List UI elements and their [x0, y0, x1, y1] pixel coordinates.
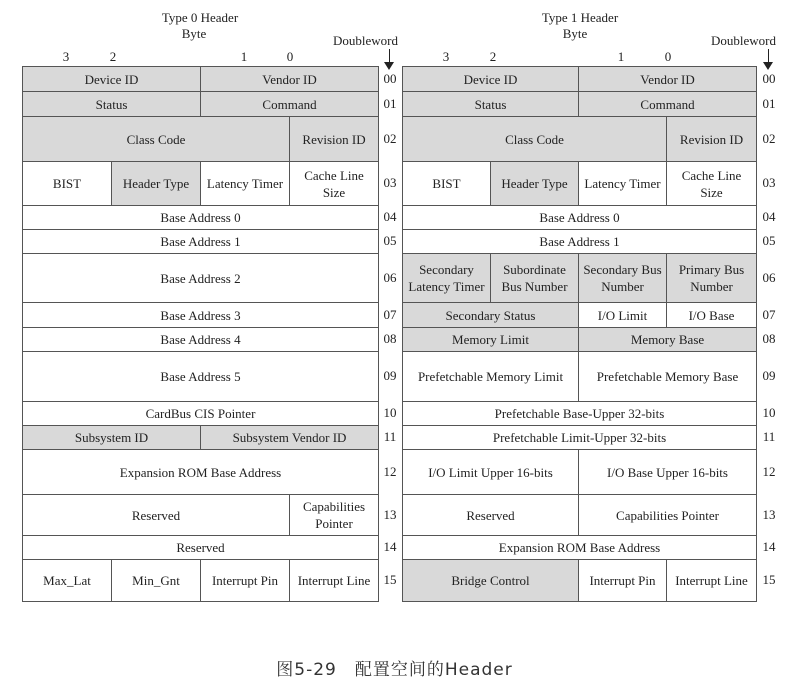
- type1-doubleword-number: 15: [762, 572, 776, 587]
- type1-register-field: I/O Base: [667, 303, 757, 328]
- type1-register-field: I/O Limit Upper 16-bits: [403, 450, 579, 495]
- type1-row-1: [403, 92, 757, 117]
- type1-register-field: Secondary Latency Timer: [403, 254, 491, 303]
- type1-register-field: Memory Limit: [403, 328, 579, 352]
- type1-doubleword-number: 11: [762, 429, 776, 444]
- type0-doubleword-number: 14: [383, 539, 397, 554]
- type0-row-8: [23, 328, 379, 352]
- type0-register-field: Reserved: [23, 536, 379, 560]
- type1-doubleword-number: 03: [762, 175, 776, 190]
- type0-register-field: Subsystem ID: [23, 426, 201, 450]
- type0-doubleword-number: 01: [383, 95, 397, 111]
- type1-doubleword-number: 02: [762, 130, 776, 146]
- type0-byte-index-3: 3: [62, 49, 70, 64]
- type1-byte-label: Byte: [562, 26, 588, 41]
- type0-row-0: [23, 67, 379, 92]
- type0-doubleword-number: 06: [383, 269, 397, 285]
- type0-byte-index-2: 2: [109, 49, 117, 64]
- type1-register-field: Cache Line Size: [667, 162, 757, 206]
- type0-doubleword-number: 11: [383, 429, 397, 444]
- type0-header-table: [22, 66, 379, 602]
- type1-doubleword-label: Doubleword: [711, 33, 776, 48]
- type1-register-field: Expansion ROM Base Address: [403, 536, 757, 560]
- type0-register-field: Base Address 1: [23, 230, 379, 254]
- type0-row-12: [23, 450, 379, 495]
- type1-row-10: [403, 402, 757, 426]
- type1-byte-index-1: 1: [617, 49, 625, 64]
- type0-doubleword-number: 13: [383, 506, 397, 522]
- type0-header-title: Type 0 Header: [161, 10, 239, 25]
- type1-register-field: Capabilities Pointer: [579, 495, 757, 536]
- type1-register-field: Primary Bus Number: [667, 254, 757, 303]
- type0-register-field: Base Address 4: [23, 328, 379, 352]
- figure-title: 配置空间的Header: [354, 660, 513, 680]
- type1-doubleword-number: 01: [762, 95, 776, 111]
- type1-register-field: Memory Base: [579, 328, 757, 352]
- type1-register-field: Prefetchable Base-Upper 32-bits: [403, 402, 757, 426]
- type1-register-field: Header Type: [491, 162, 579, 206]
- type0-row-5: [23, 230, 379, 254]
- type1-doubleword-number: 04: [762, 209, 776, 224]
- type1-register-field: I/O Base Upper 16-bits: [579, 450, 757, 495]
- type0-register-field: Header Type: [112, 162, 201, 206]
- type1-byte-index-0: 0: [664, 49, 672, 64]
- type0-row-1: [23, 92, 379, 117]
- type1-doubleword-number: 09: [762, 368, 776, 383]
- type0-row-6: [23, 254, 379, 303]
- type0-register-field: Interrupt Pin: [201, 560, 290, 602]
- figure-number: 图5-29: [276, 660, 337, 680]
- type0-register-field: CardBus CIS Pointer: [23, 402, 379, 426]
- type0-doubleword-number: 10: [383, 405, 397, 420]
- type1-register-field: Revision ID: [667, 117, 757, 162]
- type1-doubleword-number: 10: [762, 405, 776, 420]
- type1-header-table: [402, 66, 757, 602]
- type1-register-field: Reserved: [403, 495, 579, 536]
- type1-row-7: [403, 303, 757, 328]
- type0-register-field: Interrupt Line: [290, 560, 379, 602]
- type0-register-field: Base Address 5: [23, 352, 379, 402]
- type0-row-7: [23, 303, 379, 328]
- type0-byte-index-0: 0: [286, 49, 294, 64]
- type1-row-8: [403, 328, 757, 352]
- type1-doubleword-number: 14: [762, 539, 776, 554]
- type1-byte-index-2: 2: [489, 49, 497, 64]
- type1-register-field: Prefetchable Limit-Upper 32-bits: [403, 426, 757, 450]
- type0-byte-label: Byte: [181, 26, 207, 41]
- type1-register-field: Device ID: [403, 67, 579, 92]
- type1-register-field: Interrupt Line: [667, 560, 757, 602]
- type0-register-field: Device ID: [23, 67, 201, 92]
- type1-doubleword-number: 13: [762, 506, 776, 522]
- type1-row-9: [403, 352, 757, 402]
- type0-doubleword-number: 00: [383, 70, 397, 86]
- type1-register-field: Base Address 0: [403, 206, 757, 230]
- type0-register-field: Min_Gnt: [112, 560, 201, 602]
- type1-doubleword-number: 00: [762, 70, 776, 86]
- type1-row-4: [403, 206, 757, 230]
- type0-doubleword-number: 15: [383, 572, 397, 587]
- type0-row-13: [23, 495, 379, 536]
- type0-doubleword-label: Doubleword: [333, 33, 398, 48]
- type0-register-field: Latency Timer: [201, 162, 290, 206]
- type0-row-15: [23, 560, 379, 602]
- type1-row-2: [403, 117, 757, 162]
- type1-row-11: [403, 426, 757, 450]
- type1-register-field: I/O Limit: [579, 303, 667, 328]
- type1-register-field: Prefetchable Memory Limit: [403, 352, 579, 402]
- type0-doubleword-number: 04: [383, 209, 397, 224]
- type0-register-field: Cache Line Size: [290, 162, 379, 206]
- type0-register-field: Base Address 3: [23, 303, 379, 328]
- type0-register-field: Vendor ID: [201, 67, 379, 92]
- type0-register-field: Max_Lat: [23, 560, 112, 602]
- type0-row-14: [23, 536, 379, 560]
- type0-row-2: [23, 117, 379, 162]
- type0-register-field: Status: [23, 92, 201, 117]
- type0-register-field: Expansion ROM Base Address: [23, 450, 379, 495]
- type0-register-field: BIST: [23, 162, 112, 206]
- type1-register-field: Secondary Bus Number: [579, 254, 667, 303]
- type0-register-field: Base Address 2: [23, 254, 379, 303]
- type1-doubleword-number: 08: [762, 331, 776, 346]
- type1-row-5: [403, 230, 757, 254]
- type0-row-9: [23, 352, 379, 402]
- type1-doubleword-number: 12: [762, 463, 776, 479]
- type1-register-field: Command: [579, 92, 757, 117]
- type1-register-field: Secondary Status: [403, 303, 579, 328]
- type0-doubleword-number: 03: [383, 175, 397, 190]
- type1-register-field: Subordinate Bus Number: [491, 254, 579, 303]
- type0-doubleword-number: 02: [383, 130, 397, 146]
- type0-doubleword-number: 09: [383, 368, 397, 383]
- type1-register-field: Bridge Control: [403, 560, 579, 602]
- type0-row-11: [23, 426, 379, 450]
- type1-byte-index-3: 3: [442, 49, 450, 64]
- type0-register-field: Command: [201, 92, 379, 117]
- type0-row-3: [23, 162, 379, 206]
- type1-row-14: [403, 536, 757, 560]
- type0-doubleword-number: 12: [383, 463, 397, 479]
- type1-register-field: Class Code: [403, 117, 667, 162]
- type1-row-15: [403, 560, 757, 602]
- type1-register-field: Prefetchable Memory Base: [579, 352, 757, 402]
- type1-row-6: [403, 254, 757, 303]
- type0-doubleword-number: 07: [383, 306, 397, 322]
- type1-doubleword-number: 05: [762, 233, 776, 248]
- type0-row-10: [23, 402, 379, 426]
- type1-row-3: [403, 162, 757, 206]
- type1-register-field: BIST: [403, 162, 491, 206]
- type1-register-field: Vendor ID: [579, 67, 757, 92]
- type0-row-4: [23, 206, 379, 230]
- type0-register-field: Revision ID: [290, 117, 379, 162]
- type0-register-field: Subsystem Vendor ID: [201, 426, 379, 450]
- type1-register-field: Base Address 1: [403, 230, 757, 254]
- type1-register-field: Interrupt Pin: [579, 560, 667, 602]
- type0-byte-index-1: 1: [240, 49, 248, 64]
- type0-doubleword-number: 05: [383, 233, 397, 248]
- type1-doubleword-number: 07: [762, 306, 776, 322]
- type1-row-13: [403, 495, 757, 536]
- type1-register-field: Latency Timer: [579, 162, 667, 206]
- type0-doubleword-number: 08: [383, 331, 397, 346]
- type0-register-field: Capabilities Pointer: [290, 495, 379, 536]
- type0-register-field: Reserved: [23, 495, 290, 536]
- type0-register-field: Class Code: [23, 117, 290, 162]
- type1-header-title: Type 1 Header: [541, 10, 619, 25]
- type1-doubleword-number: 06: [762, 269, 776, 285]
- type1-register-field: Status: [403, 92, 579, 117]
- type1-row-12: [403, 450, 757, 495]
- type0-register-field: Base Address 0: [23, 206, 379, 230]
- type1-row-0: [403, 67, 757, 92]
- figure-caption: [0, 655, 789, 680]
